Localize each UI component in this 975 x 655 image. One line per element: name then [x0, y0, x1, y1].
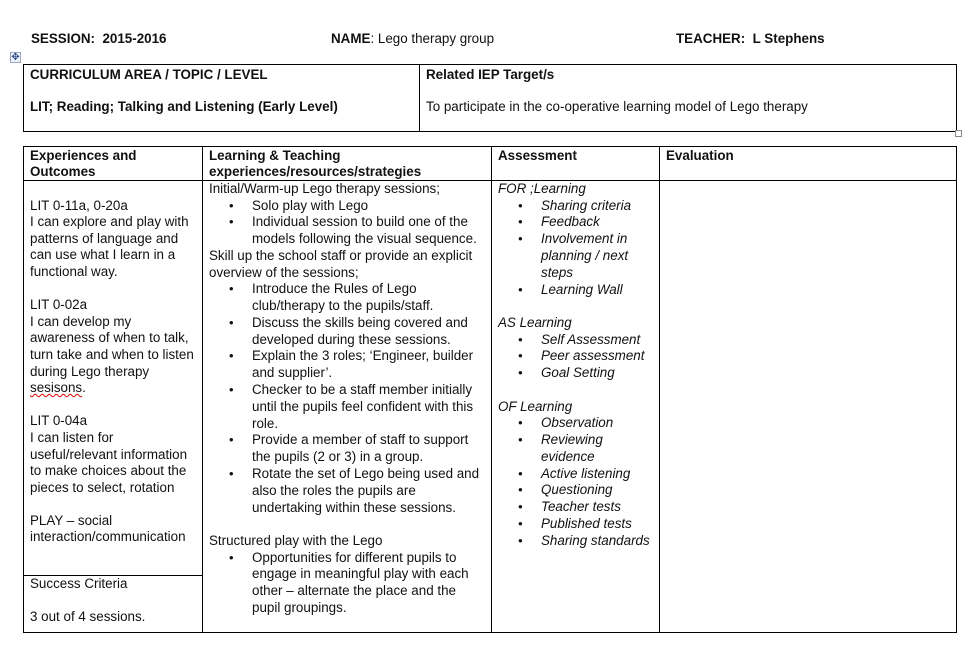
iep-label: Related IEP Target/s — [426, 67, 555, 82]
outcome-text — [30, 314, 196, 397]
list-item: • Self Assessment — [541, 332, 653, 349]
as-learning-heading: AS Learning — [498, 314, 572, 330]
resize-square-icon[interactable] — [955, 130, 962, 137]
list-item: • Opportunities for different pupils to engage in meaningful play with each other – alternate the place and the pupil groupings. — [252, 550, 485, 617]
session-label: SESSION: — [31, 31, 95, 46]
outcome-text-end: . — [82, 380, 86, 396]
list-item: • Involvement in planning / next steps — [541, 231, 653, 281]
curriculum-label: CURRICULUM AREA / TOPIC / LEVEL — [30, 67, 268, 82]
list-item: • Sharing standards — [541, 533, 653, 550]
skillup-heading: Skill up the school staff or provide an explicit overview of the sessions; — [209, 247, 473, 280]
warmup-heading: Initial/Warm-up Lego therapy sessions; — [209, 181, 440, 196]
header-learning: Learning & Teaching experiences/resources/strategies — [203, 147, 492, 181]
list-item: • Peer assessment — [541, 348, 653, 365]
outcome-code: LIT 0-02a — [30, 297, 88, 313]
iep-value: To participate in the co-operative learning model of Lego therapy — [426, 99, 808, 114]
iep-cell[interactable] — [420, 65, 957, 132]
curriculum-cell[interactable] — [24, 65, 420, 132]
for-learning-heading: FOR ;Learning — [498, 181, 586, 196]
teacher-label: TEACHER: — [676, 31, 746, 46]
structured-list — [209, 550, 485, 617]
of-learning-list — [498, 415, 653, 549]
list-item: • Goal Setting — [541, 365, 653, 382]
name-value: : Lego therapy group — [370, 31, 495, 46]
name-label: NAME — [331, 31, 371, 46]
success-criteria-label: Success Criteria — [30, 576, 128, 591]
teacher-value: L Stephens — [752, 31, 825, 46]
list-item: • Observation — [541, 415, 653, 432]
structured-heading: Structured play with the Lego — [209, 532, 383, 548]
play-outcome — [30, 513, 196, 546]
outcome-text: I can explore and play with patterns of language and can use what I learn in a functional way. — [30, 214, 189, 279]
list-item: • Rotate the set of Lego being used and also the roles the pupils are undertaking within these sessions. — [252, 466, 485, 516]
outcome-text: – social interaction/communication — [30, 512, 186, 545]
list-item: • Provide a member of staff to support the pupils (2 or 3) in a group. — [252, 432, 485, 466]
of-learning-heading: OF Learning — [498, 398, 573, 414]
list-item: • Discuss the skills being covered and developed during these sessions. — [252, 315, 485, 349]
success-criteria-value: 3 out of 4 sessions. — [30, 609, 146, 625]
session-field — [31, 31, 167, 46]
learning-cell[interactable] — [203, 181, 492, 633]
for-learning-list — [498, 198, 653, 299]
list-item: • Individual session to build one of the models following the visual sequence. — [252, 214, 485, 248]
outcome-code: PLAY — [30, 512, 64, 528]
spelling-error[interactable]: sesisons — [30, 380, 83, 396]
list-item: • Reviewing evidence — [541, 432, 653, 466]
outcome-text: I can listen for useful/relevant information to make choices about the pieces to select, rotation — [30, 429, 188, 495]
name-field — [331, 31, 494, 46]
outcome-text-main: I can develop my awareness of when to talk, turn take and when to listen during Lego therapy — [30, 313, 194, 379]
curriculum-table — [23, 64, 957, 132]
list-item: • Sharing criteria — [541, 198, 653, 215]
success-criteria-cell[interactable] — [24, 576, 203, 633]
curriculum-value: LIT; Reading; Talking and Listening (Early Level) — [30, 99, 338, 114]
evaluation-cell[interactable] — [660, 181, 957, 633]
list-item: • Feedback — [541, 214, 653, 231]
list-item: • Checker to be a staff member initially until the pupils feel confident with this role. — [252, 382, 485, 432]
header-assessment: Assessment — [492, 147, 660, 181]
as-learning-list — [498, 332, 653, 382]
list-item: • Explain the 3 roles; ‘Engineer, builder and supplier’. — [252, 348, 485, 382]
teacher-field — [676, 31, 825, 46]
outcome-code: LIT 0-04a — [30, 413, 88, 429]
header-experiences: Experiences and Outcomes — [24, 147, 203, 181]
warmup-list — [209, 198, 485, 248]
list-item: • Published tests — [541, 516, 653, 533]
skillup-list — [209, 281, 485, 516]
plan-table — [23, 146, 957, 633]
header-row — [24, 147, 957, 181]
experiences-cell[interactable] — [24, 181, 203, 576]
session-value: 2015-2016 — [102, 31, 167, 46]
move-arrows-icon[interactable]: ✥ — [11, 52, 20, 63]
list-item: • Active listening — [541, 466, 653, 483]
outcome-code: LIT 0-11a, 0-20a — [30, 197, 128, 213]
content-row — [24, 181, 957, 576]
list-item: • Solo play with Lego — [252, 198, 485, 215]
list-item: • Teacher tests — [541, 499, 653, 516]
header-evaluation: Evaluation — [660, 147, 957, 181]
assessment-cell[interactable] — [492, 181, 660, 633]
list-item: • Learning Wall — [541, 282, 653, 299]
list-item: • Questioning — [541, 482, 653, 499]
list-item: • Introduce the Rules of Lego club/therapy to the pupils/staff. — [252, 281, 485, 315]
